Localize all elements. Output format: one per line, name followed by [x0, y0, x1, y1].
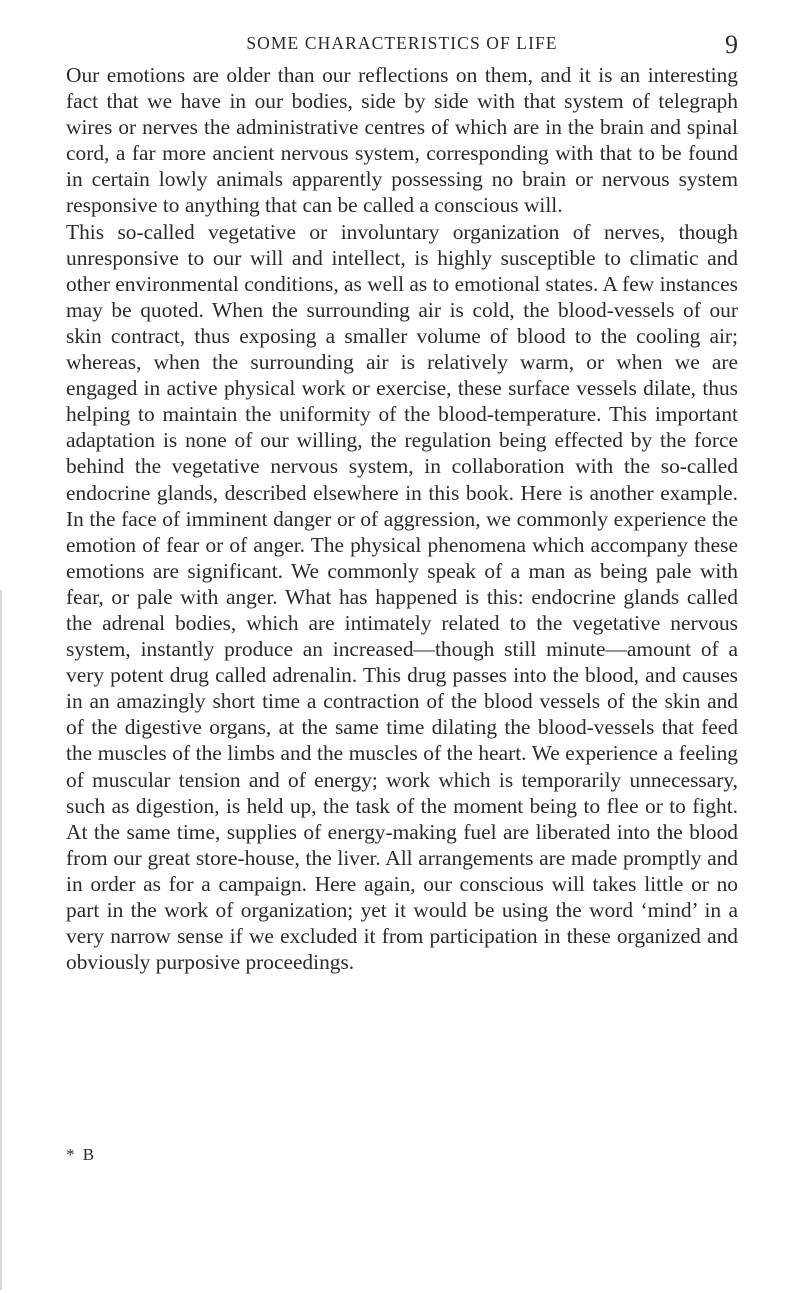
- running-head: [66, 30, 738, 59]
- body-text: [66, 62, 738, 975]
- signature-mark: * B: [66, 1145, 97, 1164]
- paragraph: Our emotions are older than our reflections on them, and it is an interesting fact that we have in our bodies, side by side with that system of telegraph wires or nerves the administrative centres of which are in the brain and spinal cord, a far more ancient nervous system, corresponding with that to be found in certain lowly animals apparently possessing no brain or nervous system responsive to anything that can be called a conscious will.: [66, 63, 738, 218]
- page-edge-shadow: [0, 590, 2, 1290]
- paragraph: This so-called vegetative or involuntary organization of nerves, though unresponsive to our will and intellect, is highly susceptible to climatic and other environmental conditions, as well as to emotional states. A few instances may be quoted. When the surrounding air is cold, the blood-vessels of our skin contract, thus exposing a smaller volume of blood to the cooling air; whereas, when the surrounding air is relatively warm, or when we are engaged in active physical work or exercise, these surface vessels dilate, thus helping to maintain the uniformity of the blood-temperature. This important adaptation is none of our willing, the regulation being effected by the force behind the vegetative nervous system, in collaboration with the so-called endocrine glands, described elsewhere in this book. Here is another example. In the face of imminent danger or of aggression, we commonly experience the emotion of fear or of anger. The physical phenomena which accompany these emotions are significant. We commonly speak of a man as being pale with fear, or pale with anger. What has happened is this: endocrine glands called the adrenal bodies, which are intimately related to the vegetative nervous system, instantly produce an increased—though still minute—amount of a very potent drug called adrenalin. This drug passes into the blood, and causes in an amazingly short time a contraction of the blood vessels of the skin and of the digestive organs, at the same time dilating the blood-vessels that feed the muscles of the limbs and the muscles of the heart. We experience a feeling of muscular tension and of energy; work which is temporarily unnecessary, such as digestion, is held up, the task of the moment being to flee or to fight. At the same time, supplies of energy-making fuel are liberated into the blood from our great store-house, the liver. All arrangements are made promptly and in order as for a campaign. Here again, our conscious will takes little or no part in the work of organization; yet it would be using the word ‘mind’ in a very narrow sense if we excluded it from participation in these organized and obviously purposive proceedings.: [66, 219, 738, 975]
- page-number: 9: [725, 30, 738, 59]
- running-title: SOME CHARACTERISTICS OF LIFE: [246, 33, 558, 53]
